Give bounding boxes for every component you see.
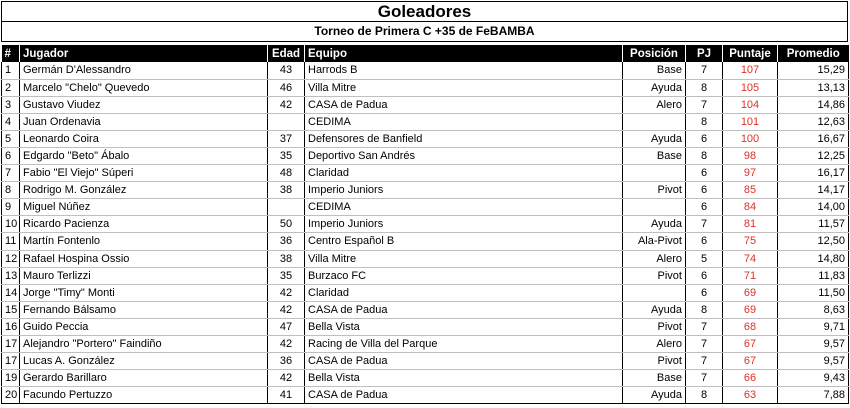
cell-jugador: Jorge "Timy" Monti [20, 284, 268, 301]
cell-jugador: Rafael Hospina Ossio [20, 250, 268, 267]
cell-promedio: 12,50 [778, 233, 849, 250]
cell-jugador: Fernando Bálsamo [20, 301, 268, 318]
cell-equipo: Villa Mitre [305, 250, 623, 267]
cell-posicion: Base [623, 62, 686, 79]
cell-posicion: Pivot [623, 318, 686, 335]
cell-puntaje: 100 [723, 130, 778, 147]
cell-equipo: Defensores de Banfield [305, 130, 623, 147]
cell-equipo: CASA de Padua [305, 353, 623, 370]
cell-puntaje: 75 [723, 233, 778, 250]
cell-jugador: Leonardo Coira [20, 130, 268, 147]
cell-equipo: CASA de Padua [305, 301, 623, 318]
cell-num: 17 [2, 336, 20, 353]
cell-pj: 8 [686, 79, 723, 96]
cell-edad: 42 [268, 96, 305, 113]
cell-jugador: Facundo Pertuzzo [20, 387, 268, 404]
cell-puntaje: 81 [723, 216, 778, 233]
cell-jugador: Edgardo "Beto" Ábalo [20, 147, 268, 164]
cell-num: 6 [2, 147, 20, 164]
cell-jugador: Alejandro "Portero" Faindiño [20, 336, 268, 353]
cell-equipo: Villa Mitre [305, 79, 623, 96]
cell-puntaje: 67 [723, 353, 778, 370]
cell-edad [268, 199, 305, 216]
table-row [2, 165, 849, 182]
cell-puntaje: 71 [723, 267, 778, 284]
cell-equipo: Deportivo San Andrés [305, 147, 623, 164]
header-posicion: Posición [623, 45, 686, 62]
cell-promedio: 14,86 [778, 96, 849, 113]
cell-promedio: 14,00 [778, 199, 849, 216]
cell-puntaje: 107 [723, 62, 778, 79]
cell-puntaje: 98 [723, 147, 778, 164]
cell-num: 9 [2, 199, 20, 216]
cell-posicion [623, 113, 686, 130]
cell-posicion: Ala-Pivot [623, 233, 686, 250]
cell-jugador: Martín Fontenlo [20, 233, 268, 250]
cell-posicion: Ayuda [623, 387, 686, 404]
cell-posicion [623, 165, 686, 182]
cell-posicion: Pivot [623, 267, 686, 284]
cell-promedio: 9,57 [778, 336, 849, 353]
cell-num: 17 [2, 353, 20, 370]
cell-pj: 5 [686, 250, 723, 267]
cell-equipo: Imperio Juniors [305, 216, 623, 233]
cell-equipo: Claridad [305, 284, 623, 301]
page-subtitle: Torneo de Primera C +35 de FeBAMBA [1, 22, 848, 42]
cell-jugador: Germán D'Alessandro [20, 62, 268, 79]
cell-equipo: Centro Español B [305, 233, 623, 250]
cell-pj: 6 [686, 130, 723, 147]
cell-num: 20 [2, 387, 20, 404]
cell-jugador: Gerardo Barillaro [20, 370, 268, 387]
cell-num: 16 [2, 318, 20, 335]
header-equipo: Equipo [305, 45, 623, 62]
cell-edad: 43 [268, 62, 305, 79]
scorers-table [1, 45, 849, 404]
cell-num: 7 [2, 165, 20, 182]
table-row [2, 250, 849, 267]
cell-pj: 7 [686, 353, 723, 370]
cell-promedio: 13,13 [778, 79, 849, 96]
cell-num: 2 [2, 79, 20, 96]
cell-promedio: 16,17 [778, 165, 849, 182]
cell-puntaje: 66 [723, 370, 778, 387]
cell-puntaje: 84 [723, 199, 778, 216]
cell-edad [268, 113, 305, 130]
cell-equipo: Bella Vista [305, 318, 623, 335]
cell-edad: 36 [268, 233, 305, 250]
cell-num: 11 [2, 233, 20, 250]
cell-puntaje: 68 [723, 318, 778, 335]
cell-promedio: 11,57 [778, 216, 849, 233]
header-edad: Edad [268, 45, 305, 62]
page-title: Goleadores [1, 1, 848, 22]
cell-pj: 8 [686, 387, 723, 404]
cell-edad: 38 [268, 250, 305, 267]
cell-jugador: Marcelo "Chelo" Quevedo [20, 79, 268, 96]
cell-num: 1 [2, 62, 20, 79]
cell-jugador: Miguel Núñez [20, 199, 268, 216]
cell-puntaje: 105 [723, 79, 778, 96]
cell-pj: 7 [686, 370, 723, 387]
table-row [2, 318, 849, 335]
cell-num: 19 [2, 370, 20, 387]
cell-num: 14 [2, 284, 20, 301]
cell-posicion: Ayuda [623, 216, 686, 233]
table-header-row [2, 45, 849, 62]
cell-edad: 41 [268, 387, 305, 404]
cell-pj: 8 [686, 301, 723, 318]
header-pj: PJ [686, 45, 723, 62]
cell-puntaje: 85 [723, 182, 778, 199]
table-row [2, 199, 849, 216]
cell-edad: 50 [268, 216, 305, 233]
cell-equipo: Imperio Juniors [305, 182, 623, 199]
cell-posicion [623, 284, 686, 301]
cell-edad: 46 [268, 79, 305, 96]
cell-pj: 7 [686, 318, 723, 335]
cell-edad: 42 [268, 336, 305, 353]
header-num: # [2, 45, 20, 62]
cell-num: 13 [2, 267, 20, 284]
cell-num: 10 [2, 216, 20, 233]
cell-num: 5 [2, 130, 20, 147]
cell-pj: 6 [686, 165, 723, 182]
cell-edad: 37 [268, 130, 305, 147]
table-row [2, 284, 849, 301]
cell-equipo: Harrods B [305, 62, 623, 79]
cell-jugador: Guido Peccia [20, 318, 268, 335]
cell-jugador: Juan Ordenavia [20, 113, 268, 130]
cell-posicion: Alero [623, 336, 686, 353]
cell-puntaje: 69 [723, 301, 778, 318]
table-row [2, 113, 849, 130]
cell-edad: 36 [268, 353, 305, 370]
cell-equipo: CEDIMA [305, 199, 623, 216]
cell-pj: 7 [686, 216, 723, 233]
table-row [2, 130, 849, 147]
cell-promedio: 14,80 [778, 250, 849, 267]
table-row [2, 96, 849, 113]
table-row [2, 353, 849, 370]
cell-pj: 8 [686, 147, 723, 164]
cell-promedio: 12,25 [778, 147, 849, 164]
cell-edad: 47 [268, 318, 305, 335]
cell-pj: 8 [686, 113, 723, 130]
cell-posicion: Base [623, 147, 686, 164]
cell-equipo: CASA de Padua [305, 387, 623, 404]
cell-promedio: 12,63 [778, 113, 849, 130]
cell-promedio: 15,29 [778, 62, 849, 79]
cell-posicion: Pivot [623, 182, 686, 199]
cell-edad: 35 [268, 147, 305, 164]
cell-pj: 7 [686, 62, 723, 79]
cell-jugador: Mauro Terlizzi [20, 267, 268, 284]
cell-pj: 6 [686, 199, 723, 216]
table-row [2, 301, 849, 318]
table-body [2, 62, 849, 404]
cell-posicion: Alero [623, 250, 686, 267]
table-row [2, 62, 849, 79]
cell-equipo: Racing de Villa del Parque [305, 336, 623, 353]
cell-edad: 42 [268, 370, 305, 387]
cell-edad: 48 [268, 165, 305, 182]
cell-num: 3 [2, 96, 20, 113]
cell-num: 8 [2, 182, 20, 199]
header-jugador: Jugador [20, 45, 268, 62]
cell-puntaje: 97 [723, 165, 778, 182]
cell-edad: 38 [268, 182, 305, 199]
cell-posicion [623, 199, 686, 216]
cell-edad: 35 [268, 267, 305, 284]
table-row [2, 216, 849, 233]
cell-puntaje: 101 [723, 113, 778, 130]
cell-pj: 7 [686, 96, 723, 113]
cell-posicion: Ayuda [623, 130, 686, 147]
cell-pj: 6 [686, 233, 723, 250]
cell-promedio: 9,43 [778, 370, 849, 387]
header-promedio: Promedio [778, 45, 849, 62]
cell-num: 15 [2, 301, 20, 318]
table-row [2, 387, 849, 404]
table-row [2, 233, 849, 250]
cell-jugador: Rodrigo M. González [20, 182, 268, 199]
cell-equipo: CEDIMA [305, 113, 623, 130]
table-row [2, 147, 849, 164]
cell-promedio: 11,83 [778, 267, 849, 284]
cell-edad: 42 [268, 284, 305, 301]
cell-jugador: Gustavo Viudez [20, 96, 268, 113]
cell-posicion: Ayuda [623, 301, 686, 318]
cell-pj: 6 [686, 284, 723, 301]
cell-equipo: CASA de Padua [305, 96, 623, 113]
cell-puntaje: 69 [723, 284, 778, 301]
table-row [2, 182, 849, 199]
cell-promedio: 7,88 [778, 387, 849, 404]
cell-jugador: Fabio "El Viejo" Súperi [20, 165, 268, 182]
cell-equipo: Bella Vista [305, 370, 623, 387]
cell-posicion: Base [623, 370, 686, 387]
cell-promedio: 16,67 [778, 130, 849, 147]
table-row [2, 336, 849, 353]
cell-promedio: 8,63 [778, 301, 849, 318]
table-row [2, 267, 849, 284]
header-puntaje: Puntaje [723, 45, 778, 62]
cell-posicion: Pivot [623, 353, 686, 370]
cell-num: 12 [2, 250, 20, 267]
cell-pj: 6 [686, 182, 723, 199]
cell-edad: 42 [268, 301, 305, 318]
cell-puntaje: 67 [723, 336, 778, 353]
cell-equipo: Claridad [305, 165, 623, 182]
cell-pj: 7 [686, 336, 723, 353]
cell-posicion: Alero [623, 96, 686, 113]
cell-jugador: Lucas A. González [20, 353, 268, 370]
cell-promedio: 14,17 [778, 182, 849, 199]
cell-posicion: Ayuda [623, 79, 686, 96]
cell-puntaje: 104 [723, 96, 778, 113]
cell-puntaje: 74 [723, 250, 778, 267]
cell-num: 4 [2, 113, 20, 130]
cell-puntaje: 63 [723, 387, 778, 404]
cell-promedio: 11,50 [778, 284, 849, 301]
cell-promedio: 9,57 [778, 353, 849, 370]
cell-pj: 6 [686, 267, 723, 284]
cell-jugador: Ricardo Pacienza [20, 216, 268, 233]
cell-equipo: Burzaco FC [305, 267, 623, 284]
table-row [2, 79, 849, 96]
table-row [2, 370, 849, 387]
cell-promedio: 9,71 [778, 318, 849, 335]
